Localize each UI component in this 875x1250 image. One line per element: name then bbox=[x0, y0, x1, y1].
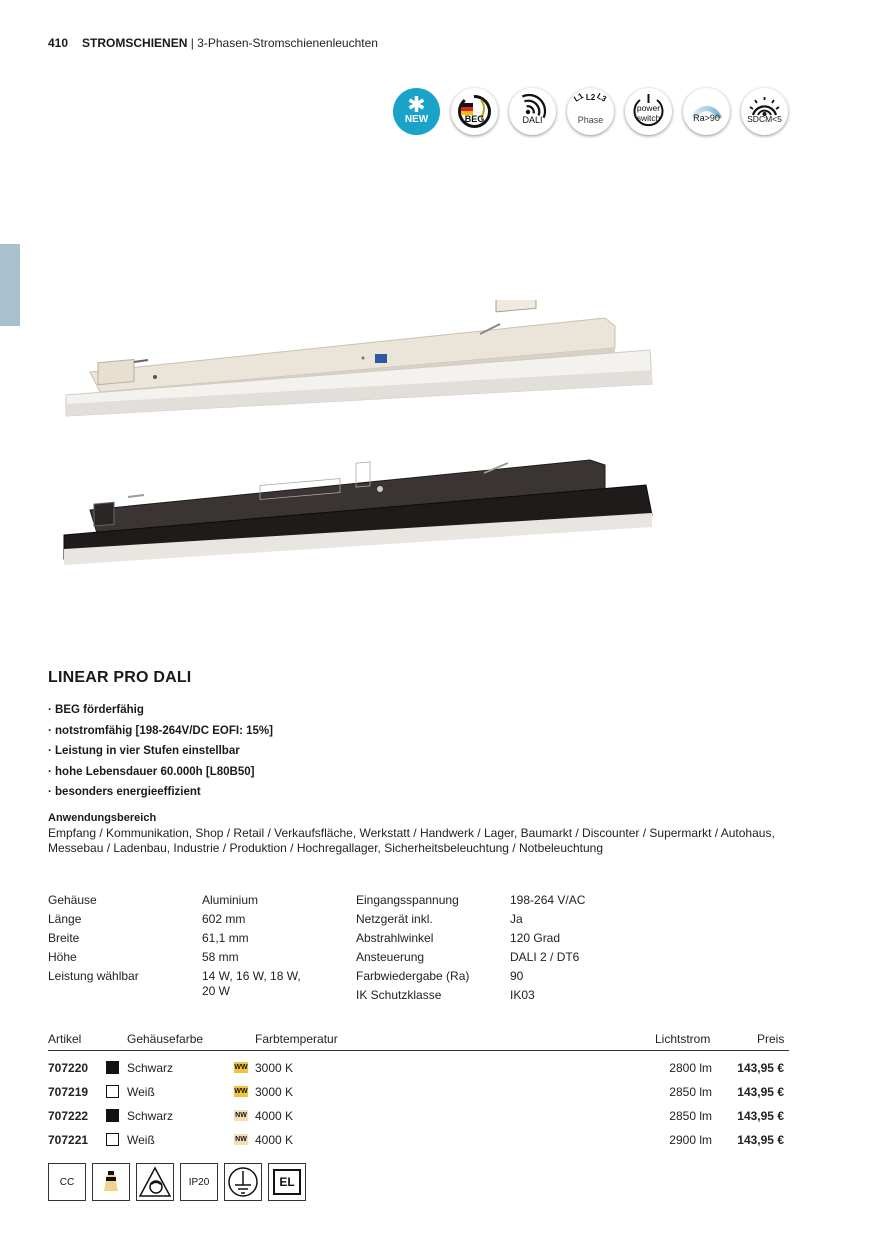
header-separator: | bbox=[187, 36, 198, 50]
color-swatch bbox=[106, 1109, 119, 1122]
price: 143,95 € bbox=[737, 1061, 784, 1075]
spec-label: Eingangsspannung bbox=[356, 893, 459, 907]
color-temp: 3000 K bbox=[255, 1061, 294, 1075]
certification-icons bbox=[48, 1163, 306, 1201]
feature-list bbox=[48, 700, 273, 803]
ra90-icon: Ra>90 bbox=[683, 88, 730, 135]
product-image-black bbox=[60, 455, 660, 575]
color-swatch bbox=[106, 1061, 119, 1074]
application-heading: Anwendungsbereich bbox=[48, 812, 157, 824]
heat-triangle-icon bbox=[136, 1163, 174, 1201]
color-temp: 4000 K bbox=[255, 1109, 294, 1123]
table-divider bbox=[48, 1050, 789, 1051]
feature-item: · hohe Lebensdauer 60.000h [L80B50] bbox=[48, 762, 273, 783]
table-row bbox=[48, 1105, 789, 1127]
lumen-value: 2900 lm bbox=[669, 1133, 712, 1147]
light-source-icon bbox=[92, 1163, 130, 1201]
spec-label: Netzgerät inkl. bbox=[356, 912, 433, 926]
product-title: LINEAR PRO DALI bbox=[48, 669, 192, 686]
spec-label: Abstrahlwinkel bbox=[356, 931, 434, 945]
color-temp: 4000 K bbox=[255, 1133, 294, 1147]
article-number: 707221 bbox=[48, 1133, 89, 1147]
cc-icon: CC bbox=[48, 1163, 86, 1201]
col-header-color-temp: Farbtemperatur bbox=[255, 1032, 338, 1046]
lumen-value: 2850 lm bbox=[669, 1085, 712, 1099]
table-row bbox=[48, 1129, 789, 1151]
housing-color: Weiß bbox=[127, 1085, 155, 1099]
spec-label: Farbwiedergabe (Ra) bbox=[356, 969, 470, 983]
spec-label: Breite bbox=[48, 931, 80, 945]
spec-value-continued: 20 W bbox=[202, 984, 231, 998]
chapter-tab bbox=[0, 244, 20, 326]
col-header-price: Preis bbox=[757, 1032, 785, 1046]
spec-value: 58 mm bbox=[202, 950, 239, 964]
table-row bbox=[48, 1057, 789, 1079]
dali-icon: DALI bbox=[509, 88, 556, 135]
color-swatch bbox=[106, 1133, 119, 1146]
spec-value: 90 bbox=[510, 969, 524, 983]
power-switch-icon: power switch bbox=[625, 88, 672, 135]
price: 143,95 € bbox=[737, 1109, 784, 1123]
color-temp-badge: NW bbox=[235, 1136, 247, 1143]
spec-label: Ansteuerung bbox=[356, 950, 425, 964]
color-temp: 3000 K bbox=[255, 1085, 294, 1099]
el-icon: EL bbox=[268, 1163, 306, 1201]
color-temp-badge: NW bbox=[235, 1112, 247, 1119]
col-header-housing-color: Gehäusefarbe bbox=[127, 1032, 204, 1046]
article-number: 707219 bbox=[48, 1085, 89, 1099]
spec-value: IK03 bbox=[510, 988, 535, 1002]
sdcm-icon: SDCM<5 bbox=[741, 88, 788, 135]
article-number: 707220 bbox=[48, 1061, 89, 1075]
lumen-value: 2800 lm bbox=[669, 1061, 712, 1075]
beg-icon: BEG bbox=[451, 88, 498, 135]
spec-label: Gehäuse bbox=[48, 893, 97, 907]
feature-item: · besonders energieeffizient bbox=[48, 782, 273, 803]
lumen-value: 2850 lm bbox=[669, 1109, 712, 1123]
page-number: 410 bbox=[48, 36, 69, 50]
spec-value: 602 mm bbox=[202, 912, 246, 926]
application-text: Empfang / Kommunikation, Shop / Retail / Verkaufsfläche, Werkstatt / Handwerk / Lager, Baumarkt / Discounter / Supermarkt / Autohaus, Messebau / Ladenbau, Industrie / Produktion / Hochregallager, Sicherheitsbeleuchtung / Notbeleuchtung bbox=[48, 826, 775, 855]
color-swatch bbox=[106, 1085, 119, 1098]
feature-item: · BEG förderfähig bbox=[48, 700, 273, 721]
phase-icon: L1 L2 L3 Phase bbox=[567, 88, 614, 135]
housing-color: Schwarz bbox=[127, 1109, 174, 1123]
product-image-white bbox=[60, 300, 660, 425]
spec-label: IK Schutzklasse bbox=[356, 988, 442, 1002]
section-title: STROMSCHIENEN bbox=[82, 36, 188, 50]
new-icon: ✱ NEW bbox=[393, 88, 440, 135]
housing-color: Weiß bbox=[127, 1133, 155, 1147]
spec-value: 120 Grad bbox=[510, 931, 561, 945]
housing-color: Schwarz bbox=[127, 1061, 174, 1075]
table-row bbox=[48, 1081, 789, 1103]
protection-class-icon bbox=[224, 1163, 262, 1201]
spec-value: Aluminium bbox=[202, 893, 259, 907]
article-number: 707222 bbox=[48, 1109, 89, 1123]
price: 143,95 € bbox=[737, 1133, 784, 1147]
asterisk-icon: ✱ bbox=[407, 92, 426, 117]
spec-value: DALI 2 / DT6 bbox=[510, 950, 580, 964]
feature-icons bbox=[393, 88, 788, 135]
color-temp-badge: WW bbox=[234, 1088, 248, 1095]
page-header bbox=[48, 36, 378, 50]
spec-label: Leistung wählbar bbox=[48, 969, 139, 983]
subsection-title: 3-Phasen-Stromschienenleuchten bbox=[197, 36, 378, 50]
ip20-icon: IP20 bbox=[180, 1163, 218, 1201]
spec-label: Länge bbox=[48, 912, 82, 926]
spec-value: 61,1 mm bbox=[202, 931, 249, 945]
color-temp-badge: WW bbox=[234, 1064, 248, 1071]
spec-label: Höhe bbox=[48, 950, 77, 964]
col-header-lumen: Lichtstrom bbox=[655, 1032, 711, 1046]
feature-item: · Leistung in vier Stufen einstellbar bbox=[48, 741, 273, 762]
feature-item: · notstromfähig [198-264V/DC EOFI: 15%] bbox=[48, 721, 273, 742]
price: 143,95 € bbox=[737, 1085, 784, 1099]
spec-value: 14 W, 16 W, 18 W, bbox=[202, 969, 301, 983]
spec-value: Ja bbox=[510, 912, 523, 926]
spec-value: 198-264 V/AC bbox=[510, 893, 586, 907]
col-header-article: Artikel bbox=[48, 1032, 82, 1046]
